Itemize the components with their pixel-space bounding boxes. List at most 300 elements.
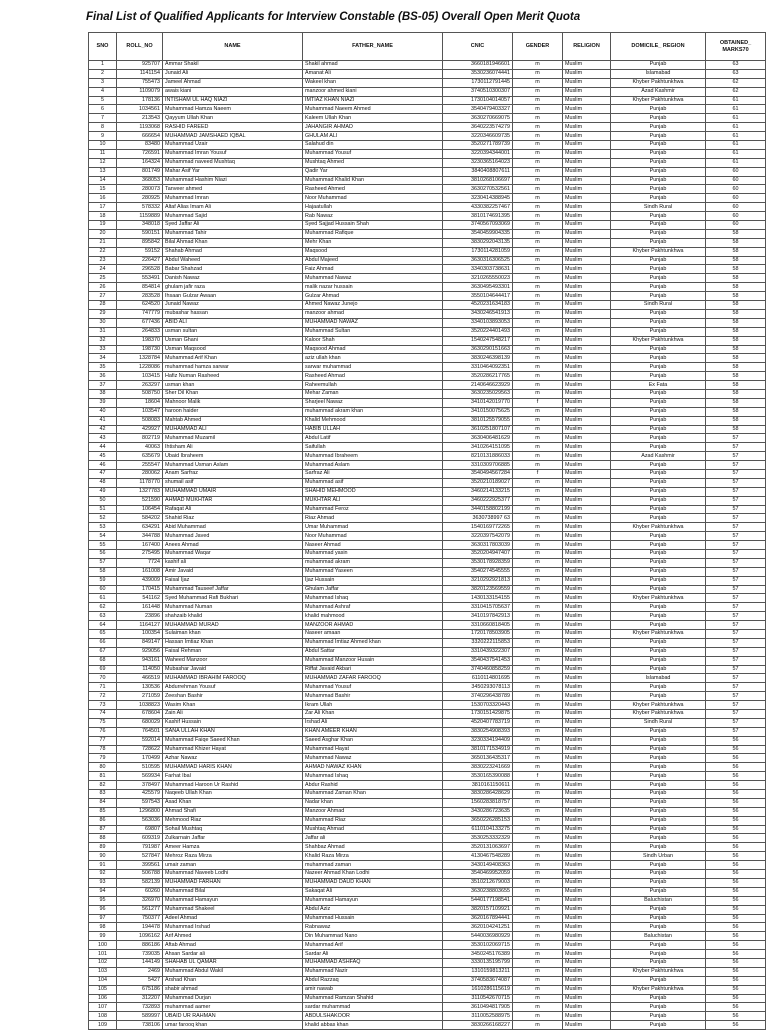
cell-religion: Muslim — [563, 221, 611, 230]
table-header-row — [89, 33, 766, 61]
cell-domicile-region: Punjab — [611, 229, 706, 238]
cell-cnic: 4330382257467 — [443, 203, 513, 212]
cell-religion: Muslim — [563, 647, 611, 656]
cell-domicile-region: Punjab — [611, 398, 706, 407]
cell-obtained-marks: 58 — [706, 256, 766, 265]
cell-father-name: Muhammad Ishaq — [303, 772, 443, 781]
cell-obtained-marks: 56 — [706, 1021, 766, 1030]
cell-obtained-marks: 57 — [706, 443, 766, 452]
column-header-father-name: FATHER_NAME — [303, 33, 443, 61]
table-row — [89, 1003, 766, 1012]
cell-father-name: Abdul Sattar — [303, 647, 443, 656]
cell-name: Syed Muhammad Rafi Bukhari — [163, 594, 303, 603]
cell-cnic: 3440158802199 — [443, 505, 513, 514]
cell-domicile-region: Punjab — [611, 834, 706, 843]
cell-gender: m — [513, 229, 563, 238]
cell-cnic: 3520271789739 — [443, 141, 513, 150]
cell-gender: m — [513, 763, 563, 772]
cell-father-name: Muhammad Hussain — [303, 914, 443, 923]
cell-religion: Muslim — [563, 283, 611, 292]
cell-roll-no: 368053 — [117, 176, 163, 185]
cell-sno: 29 — [89, 309, 117, 318]
cell-cnic: 3220394344001 — [443, 149, 513, 158]
table-row — [89, 318, 766, 327]
cell-cnic: 3620167894441 — [443, 914, 513, 923]
cell-obtained-marks: 61 — [706, 123, 766, 132]
cell-cnic: 3310415705637 — [443, 603, 513, 612]
cell-obtained-marks: 57 — [706, 469, 766, 478]
cell-cnic: 1530703320443 — [443, 701, 513, 710]
cell-domicile-region: Punjab — [611, 923, 706, 932]
table-row — [89, 896, 766, 905]
cell-roll-no: 508083 — [117, 416, 163, 425]
cell-father-name: khalid abbas khan — [303, 1021, 443, 1030]
cell-sno: 20 — [89, 229, 117, 238]
cell-father-name: MUHAMMAD ASHFAQ — [303, 958, 443, 967]
cell-father-name: Jaffar ali — [303, 834, 443, 843]
cell-cnic: 1540247548217 — [443, 336, 513, 345]
cell-sno: 82 — [89, 781, 117, 790]
cell-sno: 67 — [89, 647, 117, 656]
cell-domicile-region: Khyber Pakhtunkhwa — [611, 710, 706, 719]
cell-sno: 35 — [89, 363, 117, 372]
cell-cnic: 3310464092351 — [443, 363, 513, 372]
cell-name: Muhammad Imran Yousuf — [163, 149, 303, 158]
cell-father-name: Muhammad Bashir — [303, 692, 443, 701]
cell-domicile-region: Punjab — [611, 532, 706, 541]
cell-sno: 79 — [89, 754, 117, 763]
table-row — [89, 585, 766, 594]
cell-sno: 28 — [89, 301, 117, 310]
table-row — [89, 923, 766, 932]
cell-cnic: 6110104133275 — [443, 825, 513, 834]
cell-gender: m — [513, 318, 563, 327]
cell-gender: m — [513, 790, 563, 799]
cell-obtained-marks: 56 — [706, 825, 766, 834]
cell-obtained-marks: 61 — [706, 96, 766, 105]
cell-roll-no: 439009 — [117, 576, 163, 585]
cell-father-name: Rasheed Ahmed — [303, 185, 443, 194]
cell-obtained-marks: 57 — [706, 434, 766, 443]
cell-father-name: Muhammad Ishaq — [303, 594, 443, 603]
cell-cnic: 3610494817905 — [443, 1003, 513, 1012]
cell-obtained-marks: 60 — [706, 194, 766, 203]
cell-obtained-marks: 56 — [706, 843, 766, 852]
cell-religion: Muslim — [563, 229, 611, 238]
cell-name: SANA ULLAH KHAN — [163, 727, 303, 736]
cell-name: Muhammad Durjan — [163, 994, 303, 1003]
cell-cnic: 1540169772265 — [443, 523, 513, 532]
cell-domicile-region: Sindh Rural — [611, 203, 706, 212]
cell-sno: 55 — [89, 541, 117, 550]
cell-name: INTISHAM UL HAQ NIAZI — [163, 96, 303, 105]
cell-father-name: Mehar Zaman — [303, 389, 443, 398]
cell-cnic: 3410264151095 — [443, 443, 513, 452]
cell-sno: 38 — [89, 389, 117, 398]
cell-roll-no: 569934 — [117, 772, 163, 781]
cell-sno: 16 — [89, 194, 117, 203]
cell-cnic: 3410150075625 — [443, 407, 513, 416]
cell-roll-no: 584202 — [117, 514, 163, 523]
cell-father-name: Syed Sajjad Hussain Shah — [303, 221, 443, 230]
cell-domicile-region: Punjab — [611, 745, 706, 754]
cell-gender: m — [513, 594, 563, 603]
cell-sno: 26 — [89, 283, 117, 292]
cell-domicile-region: Punjab — [611, 487, 706, 496]
cell-father-name: Salahud din — [303, 141, 443, 150]
cell-roll-no: 624520 — [117, 301, 163, 310]
cell-name: Muhammad Irshad — [163, 923, 303, 932]
cell-domicile-region: Punjab — [611, 434, 706, 443]
cell-obtained-marks: 56 — [706, 994, 766, 1003]
cell-cnic: 3740567093069 — [443, 221, 513, 230]
cell-obtained-marks: 58 — [706, 309, 766, 318]
cell-domicile-region: Punjab — [611, 549, 706, 558]
cell-name: Muhammad Hashim Niazi — [163, 176, 303, 185]
cell-name: MUHAMMAD ALI — [163, 425, 303, 434]
cell-roll-no: 1178770 — [117, 478, 163, 487]
cell-roll-no: 582139 — [117, 878, 163, 887]
cell-obtained-marks: 60 — [706, 185, 766, 194]
table-row — [89, 834, 766, 843]
cell-cnic: 3650226285153 — [443, 816, 513, 825]
cell-obtained-marks: 58 — [706, 265, 766, 274]
cell-name: Muhammad Usman Aslam — [163, 461, 303, 470]
cell-obtained-marks: 56 — [706, 958, 766, 967]
cell-roll-no: 1038823 — [117, 701, 163, 710]
cell-name: ghulam jafir raza — [163, 283, 303, 292]
cell-domicile-region: Punjab — [611, 318, 706, 327]
cell-father-name: Nazeer Ahmad Khan Lodhi — [303, 870, 443, 879]
cell-obtained-marks: 56 — [706, 950, 766, 959]
cell-domicile-region: Khyber Pakhtunkhwa — [611, 967, 706, 976]
cell-cnic: 3610251807107 — [443, 425, 513, 434]
cell-cnic: 8210131886033 — [443, 452, 513, 461]
cell-cnic: 3450245176389 — [443, 950, 513, 959]
cell-father-name: malik nazar hussain — [303, 283, 443, 292]
cell-gender: m — [513, 585, 563, 594]
cell-obtained-marks: 56 — [706, 807, 766, 816]
cell-gender: m — [513, 541, 563, 550]
cell-gender: m — [513, 185, 563, 194]
cell-name: MUHAMMAD MURAD — [163, 621, 303, 630]
cell-religion: Muslim — [563, 718, 611, 727]
cell-obtained-marks: 57 — [706, 647, 766, 656]
cell-domicile-region: Punjab — [611, 461, 706, 470]
cell-obtained-marks: 58 — [706, 363, 766, 372]
cell-gender: m — [513, 1021, 563, 1030]
cell-sno: 5 — [89, 96, 117, 105]
cell-obtained-marks: 60 — [706, 221, 766, 230]
table-row — [89, 238, 766, 247]
table-row — [89, 647, 766, 656]
cell-cnic: 3520224401493 — [443, 327, 513, 336]
cell-domicile-region: Punjab — [611, 781, 706, 790]
cell-religion: Muslim — [563, 994, 611, 1003]
cell-father-name: Muhammad Riaz — [303, 816, 443, 825]
cell-name: Waheed Manzoor — [163, 656, 303, 665]
cell-sno: 50 — [89, 496, 117, 505]
cell-domicile-region: Punjab — [611, 363, 706, 372]
cell-roll-no: 675186 — [117, 985, 163, 994]
cell-cnic: 3810174691395 — [443, 212, 513, 221]
cell-domicile-region: Punjab — [611, 238, 706, 247]
cell-cnic: 3320222115853 — [443, 638, 513, 647]
cell-sno: 57 — [89, 558, 117, 567]
table-row — [89, 292, 766, 301]
cell-roll-no: 280062 — [117, 469, 163, 478]
cell-obtained-marks: 56 — [706, 781, 766, 790]
cell-father-name: manzoor ahmad — [303, 309, 443, 318]
table-row — [89, 363, 766, 372]
cell-obtained-marks: 56 — [706, 798, 766, 807]
cell-domicile-region: Ex Fata — [611, 381, 706, 390]
table-row — [89, 496, 766, 505]
cell-cnic: 3220346609735 — [443, 132, 513, 141]
cell-obtained-marks: 57 — [706, 549, 766, 558]
cell-domicile-region: Punjab — [611, 105, 706, 114]
cell-cnic: 3520131063697 — [443, 843, 513, 852]
cell-domicile-region: Punjab — [611, 167, 706, 176]
cell-sno: 64 — [89, 621, 117, 630]
table-row — [89, 247, 766, 256]
cell-gender: m — [513, 834, 563, 843]
cell-sno: 51 — [89, 505, 117, 514]
cell-religion: Muslim — [563, 763, 611, 772]
cell-roll-no: 103547 — [117, 407, 163, 416]
cell-religion: Muslim — [563, 407, 611, 416]
cell-father-name: Muhammad Nawaz — [303, 754, 443, 763]
cell-obtained-marks: 58 — [706, 238, 766, 247]
cell-gender: m — [513, 932, 563, 941]
cell-father-name: Kaloor Shah — [303, 336, 443, 345]
cell-name: Amir Javaid — [163, 567, 303, 576]
cell-sno: 89 — [89, 843, 117, 852]
cell-religion: Muslim — [563, 265, 611, 274]
cell-obtained-marks: 60 — [706, 203, 766, 212]
cell-sno: 6 — [89, 105, 117, 114]
cell-obtained-marks: 63 — [706, 69, 766, 78]
table-row — [89, 514, 766, 523]
cell-religion: Muslim — [563, 567, 611, 576]
cell-roll-no: 425579 — [117, 790, 163, 799]
cell-domicile-region: Punjab — [611, 621, 706, 630]
table-row — [89, 736, 766, 745]
cell-religion: Muslim — [563, 336, 611, 345]
cell-domicile-region: Islamabad — [611, 674, 706, 683]
cell-father-name: Muhammad Ibraheem — [303, 452, 443, 461]
cell-domicile-region: Punjab — [611, 692, 706, 701]
cell-domicile-region: Khyber Pakhtunkhwa — [611, 78, 706, 87]
cell-sno: 32 — [89, 336, 117, 345]
cell-domicile-region: Sindh Rural — [611, 718, 706, 727]
cell-roll-no: 1296800 — [117, 807, 163, 816]
cell-sno: 8 — [89, 123, 117, 132]
cell-gender: m — [513, 701, 563, 710]
cell-name: Abid Muhammad — [163, 523, 303, 532]
cell-sno: 46 — [89, 461, 117, 470]
cell-religion: Muslim — [563, 203, 611, 212]
table-row — [89, 594, 766, 603]
table-row — [89, 665, 766, 674]
cell-name: SHAHAB UL QAMAR — [163, 958, 303, 967]
cell-name: Syed Jaffar Ali — [163, 221, 303, 230]
table-row — [89, 763, 766, 772]
cell-sno: 42 — [89, 425, 117, 434]
cell-religion: Muslim — [563, 950, 611, 959]
cell-religion: Muslim — [563, 123, 611, 132]
cell-religion: Muslim — [563, 692, 611, 701]
cell-name: Usman Maqsood — [163, 345, 303, 354]
table-row — [89, 745, 766, 754]
cell-obtained-marks: 57 — [706, 514, 766, 523]
cell-name: Hassan Imtiaz Khan — [163, 638, 303, 647]
cell-roll-no: 429927 — [117, 425, 163, 434]
cell-roll-no: 1327783 — [117, 487, 163, 496]
cell-roll-no: 312207 — [117, 994, 163, 1003]
cell-name: Muhammad Tahir — [163, 229, 303, 238]
cell-roll-no: 1164127 — [117, 621, 163, 630]
cell-religion: Muslim — [563, 398, 611, 407]
cell-obtained-marks: 58 — [706, 283, 766, 292]
table-row — [89, 798, 766, 807]
cell-gender: m — [513, 309, 563, 318]
cell-domicile-region: Khyber Pakhtunkhwa — [611, 985, 706, 994]
table-row — [89, 132, 766, 141]
cell-religion: Muslim — [563, 443, 611, 452]
cell-cnic: 4520231634183 — [443, 301, 513, 310]
cell-cnic: 1430133154155 — [443, 594, 513, 603]
cell-domicile-region: Khyber Pakhtunkhwa — [611, 594, 706, 603]
cell-father-name: Muhammad Yousuf — [303, 149, 443, 158]
cell-gender: m — [513, 96, 563, 105]
cell-religion: Muslim — [563, 354, 611, 363]
cell-sno: 71 — [89, 683, 117, 692]
cell-sno: 80 — [89, 763, 117, 772]
cell-sno: 17 — [89, 203, 117, 212]
cell-name: Anees Ahmad — [163, 541, 303, 550]
table-row — [89, 772, 766, 781]
applicants-table — [88, 32, 766, 1030]
cell-gender: f — [513, 772, 563, 781]
cell-roll-no: 23896 — [117, 612, 163, 621]
cell-gender: m — [513, 852, 563, 861]
table-row — [89, 754, 766, 763]
cell-father-name: AHMAD NAWAZ KHAN — [303, 763, 443, 772]
cell-name: Wasim Khan — [163, 701, 303, 710]
cell-religion: Muslim — [563, 852, 611, 861]
cell-name: Muhammad Muzamil — [163, 434, 303, 443]
cell-religion: Muslim — [563, 985, 611, 994]
cell-domicile-region: Sindh Rural — [611, 301, 706, 310]
cell-religion: Muslim — [563, 363, 611, 372]
cell-sno: 41 — [89, 416, 117, 425]
cell-sno: 108 — [89, 1012, 117, 1021]
cell-roll-no: 929056 — [117, 647, 163, 656]
cell-obtained-marks: 56 — [706, 816, 766, 825]
cell-sno: 11 — [89, 149, 117, 158]
cell-sno: 2 — [89, 69, 117, 78]
cell-name: Muhammad Arif Khan — [163, 354, 303, 363]
cell-gender: m — [513, 781, 563, 790]
cell-domicile-region: Punjab — [611, 754, 706, 763]
cell-gender: m — [513, 265, 563, 274]
cell-father-name: Mehr Khan — [303, 238, 443, 247]
cell-gender: m — [513, 612, 563, 621]
cell-domicile-region: Islamabad — [611, 69, 706, 78]
cell-religion: Muslim — [563, 452, 611, 461]
cell-roll-no: 280073 — [117, 185, 163, 194]
cell-domicile-region: Punjab — [611, 496, 706, 505]
cell-obtained-marks: 57 — [706, 612, 766, 621]
cell-roll-no: 280925 — [117, 194, 163, 203]
cell-roll-no: 1096162 — [117, 932, 163, 941]
cell-name: Danish Nawaz — [163, 274, 303, 283]
table-row — [89, 398, 766, 407]
cell-domicile-region: Punjab — [611, 212, 706, 221]
cell-religion: Muslim — [563, 149, 611, 158]
table-row — [89, 478, 766, 487]
cell-father-name: Umar Muhammad — [303, 523, 443, 532]
cell-name: MUHAMMAD FARHAN — [163, 878, 303, 887]
cell-gender: m — [513, 843, 563, 852]
cell-domicile-region: Khyber Pakhtunkhwa — [611, 96, 706, 105]
table-row — [89, 790, 766, 799]
cell-obtained-marks: 57 — [706, 656, 766, 665]
cell-domicile-region: Punjab — [611, 603, 706, 612]
cell-sno: 95 — [89, 896, 117, 905]
page-title: Final List of Qualified Applicants for Interview Constable (BS-05) Overall Open Merit Quota — [86, 11, 581, 23]
cell-gender: m — [513, 212, 563, 221]
table-row — [89, 149, 766, 158]
cell-roll-no: 130536 — [117, 683, 163, 692]
cell-cnic: 3830246398139 — [443, 354, 513, 363]
cell-cnic: 3540479403327 — [443, 105, 513, 114]
cell-religion: Muslim — [563, 976, 611, 985]
cell-sno: 84 — [89, 798, 117, 807]
cell-religion: Muslim — [563, 114, 611, 123]
cell-sno: 45 — [89, 452, 117, 461]
cell-father-name: Manzoor Ahmad — [303, 807, 443, 816]
cell-name: Junaid Nawaz — [163, 301, 303, 310]
cell-domicile-region: Punjab — [611, 798, 706, 807]
cell-name: umair zaman — [163, 861, 303, 870]
cell-cnic: 3550104644417 — [443, 292, 513, 301]
cell-religion: Muslim — [563, 389, 611, 398]
cell-name: shumail asif — [163, 478, 303, 487]
cell-sno: 88 — [89, 834, 117, 843]
cell-domicile-region: Punjab — [611, 763, 706, 772]
cell-domicile-region: Punjab — [611, 256, 706, 265]
cell-sno: 86 — [89, 816, 117, 825]
cell-gender: f — [513, 469, 563, 478]
cell-obtained-marks: 58 — [706, 336, 766, 345]
table-row — [89, 221, 766, 230]
cell-obtained-marks: 58 — [706, 407, 766, 416]
cell-domicile-region: Punjab — [611, 505, 706, 514]
cell-sno: 47 — [89, 469, 117, 478]
cell-father-name: Muhammad Imtiaz Ahmed khan — [303, 638, 443, 647]
cell-sno: 76 — [89, 727, 117, 736]
cell-name: Qayyum Ullah Khan — [163, 114, 303, 123]
cell-religion: Muslim — [563, 461, 611, 470]
cell-sno: 21 — [89, 238, 117, 247]
cell-cnic: 2140646623929 — [443, 381, 513, 390]
table-row — [89, 389, 766, 398]
cell-roll-no: 854814 — [117, 283, 163, 292]
cell-father-name: sarwar muhammad — [303, 363, 443, 372]
cell-obtained-marks: 57 — [706, 558, 766, 567]
